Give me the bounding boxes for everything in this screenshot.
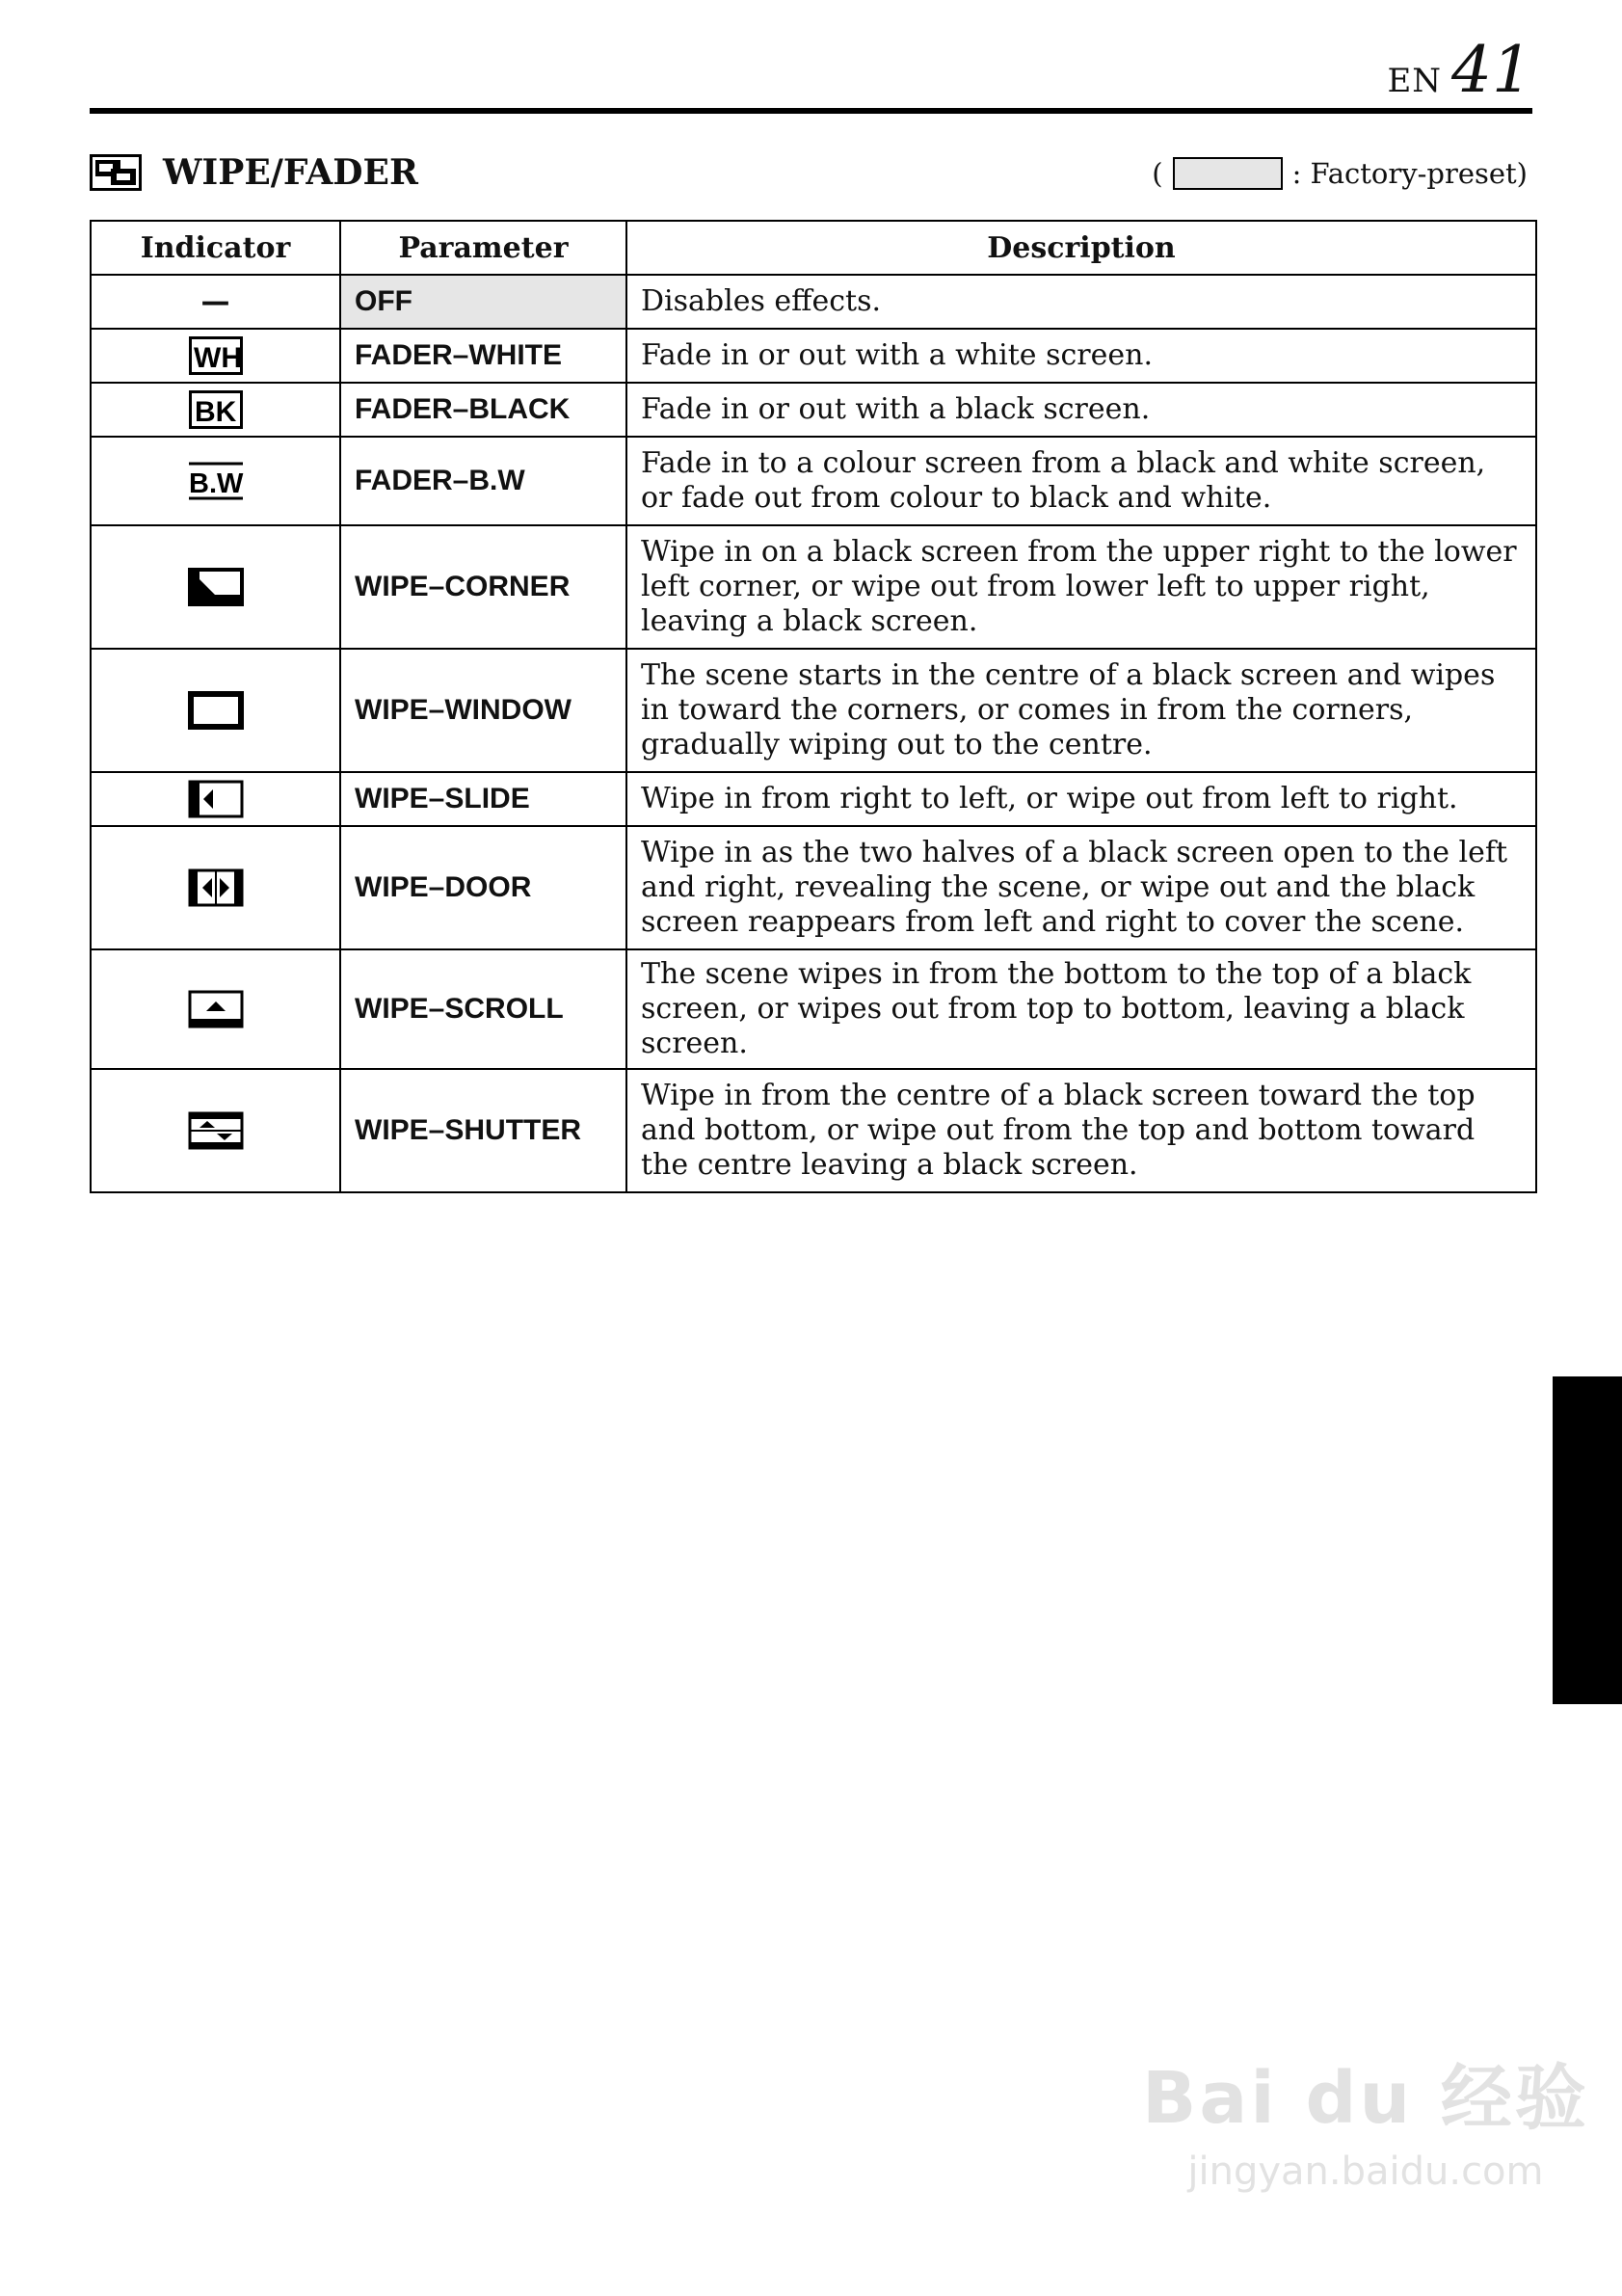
- table-row: [91, 826, 1536, 949]
- wipe-shutter-icon: [188, 1111, 244, 1150]
- description-cell: Wipe in from right to left, or wipe out from left to right.: [626, 772, 1536, 826]
- description-cell: Wipe in on a black screen from the upper right to the lower left corner, or wipe out from lower left to upper right, leaving a black screen.: [626, 525, 1536, 649]
- wipe-fader-menu-icon: [90, 154, 142, 191]
- page-header: [90, 27, 1532, 114]
- header-parameter: Parameter: [340, 221, 626, 275]
- indicator-cell: [91, 649, 340, 772]
- page-number: 41: [1451, 33, 1532, 107]
- indicator-cell: [91, 1069, 340, 1192]
- legend-swatch: [1173, 157, 1283, 190]
- watermark-logo-text: Bai du 经验: [1142, 2057, 1589, 2140]
- indicator-cell: [91, 275, 340, 329]
- wipe-corner-icon: [188, 568, 244, 606]
- header-indicator: Indicator: [91, 221, 340, 275]
- description-cell: Wipe in from the centre of a black screen toward the top and bottom, or wipe out from the top and bottom toward the centre leaving a black screen.: [626, 1069, 1536, 1192]
- wipe-fader-table: [90, 220, 1537, 1193]
- wipe-slide-icon: [188, 780, 244, 818]
- table-row: [91, 1069, 1536, 1192]
- fader-black-icon: [189, 390, 243, 429]
- description-cell: Wipe in as the two halves of a black screen open to the left and right, revealing the scene, or wipe out and the black screen reappears from left and right to cover the scene.: [626, 826, 1536, 949]
- fader-white-icon: [189, 336, 243, 375]
- indicator-cell: [91, 826, 340, 949]
- description-cell: Fade in to a colour screen from a black and white screen, or fade out from colour to black and white.: [626, 437, 1536, 525]
- table-row: [91, 772, 1536, 826]
- indicator-cell: [91, 383, 340, 437]
- parameter-cell: FADER–BLACK: [340, 383, 626, 437]
- description-cell: The scene wipes in from the bottom to the top of a black screen, or wipes out from top to bottom, leaving a black screen.: [626, 949, 1536, 1069]
- legend-open-paren: (: [1152, 157, 1163, 190]
- header-description: Description: [626, 221, 1536, 275]
- section-heading: [90, 147, 418, 199]
- table-row: [91, 437, 1536, 525]
- indicator-cell: [91, 437, 340, 525]
- parameter-cell: WIPE–SHUTTER: [340, 1069, 626, 1192]
- description-cell: Fade in or out with a white screen.: [626, 329, 1536, 383]
- table-row: [91, 383, 1536, 437]
- parameter-cell: WIPE–WINDOW: [340, 649, 626, 772]
- table-row: [91, 649, 1536, 772]
- description-cell: The scene starts in the centre of a black screen and wipes in toward the corners, or comes in from the corners, gradually wiping out to the centre.: [626, 649, 1536, 772]
- parameter-cell: OFF: [340, 275, 626, 329]
- parameter-cell: FADER–B.W: [340, 437, 626, 525]
- parameter-cell: FADER–WHITE: [340, 329, 626, 383]
- fader-black-icon-letter: BK: [194, 396, 236, 428]
- indicator-cell: [91, 772, 340, 826]
- page-number-block: [1387, 33, 1532, 107]
- factory-preset-legend: [1152, 152, 1528, 195]
- chapter-thumb-tab: [1553, 1376, 1622, 1704]
- table-header-row: [91, 221, 1536, 275]
- parameter-cell: WIPE–SCROLL: [340, 949, 626, 1069]
- watermark-url: jingyan.baidu.com: [1187, 2149, 1544, 2194]
- table-row: [91, 949, 1536, 1069]
- watermark: [1142, 2042, 1589, 2194]
- parameter-cell: WIPE–CORNER: [340, 525, 626, 649]
- parameter-cell: WIPE–DOOR: [340, 826, 626, 949]
- fader-white-icon-letter: WH: [193, 342, 242, 374]
- table-row: [91, 275, 1536, 329]
- legend-text: : Factory-preset): [1291, 157, 1528, 190]
- indicator-cell: [91, 949, 340, 1069]
- language-label: EN: [1387, 62, 1443, 100]
- wipe-door-icon: [188, 868, 244, 907]
- table-row: [91, 329, 1536, 383]
- wipe-scroll-icon: [188, 990, 244, 1028]
- section-title: WIPE/FADER: [163, 152, 418, 193]
- description-cell: Fade in or out with a black screen.: [626, 383, 1536, 437]
- table-row: [91, 525, 1536, 649]
- wipe-window-icon: [188, 691, 244, 730]
- dash-indicator: —: [200, 284, 230, 319]
- fader-bw-icon: [187, 461, 245, 501]
- parameter-cell: WIPE–SLIDE: [340, 772, 626, 826]
- indicator-cell: [91, 329, 340, 383]
- description-cell: Disables effects.: [626, 275, 1536, 329]
- indicator-cell: [91, 525, 340, 649]
- fader-bw-icon-letter: B.W: [188, 468, 243, 499]
